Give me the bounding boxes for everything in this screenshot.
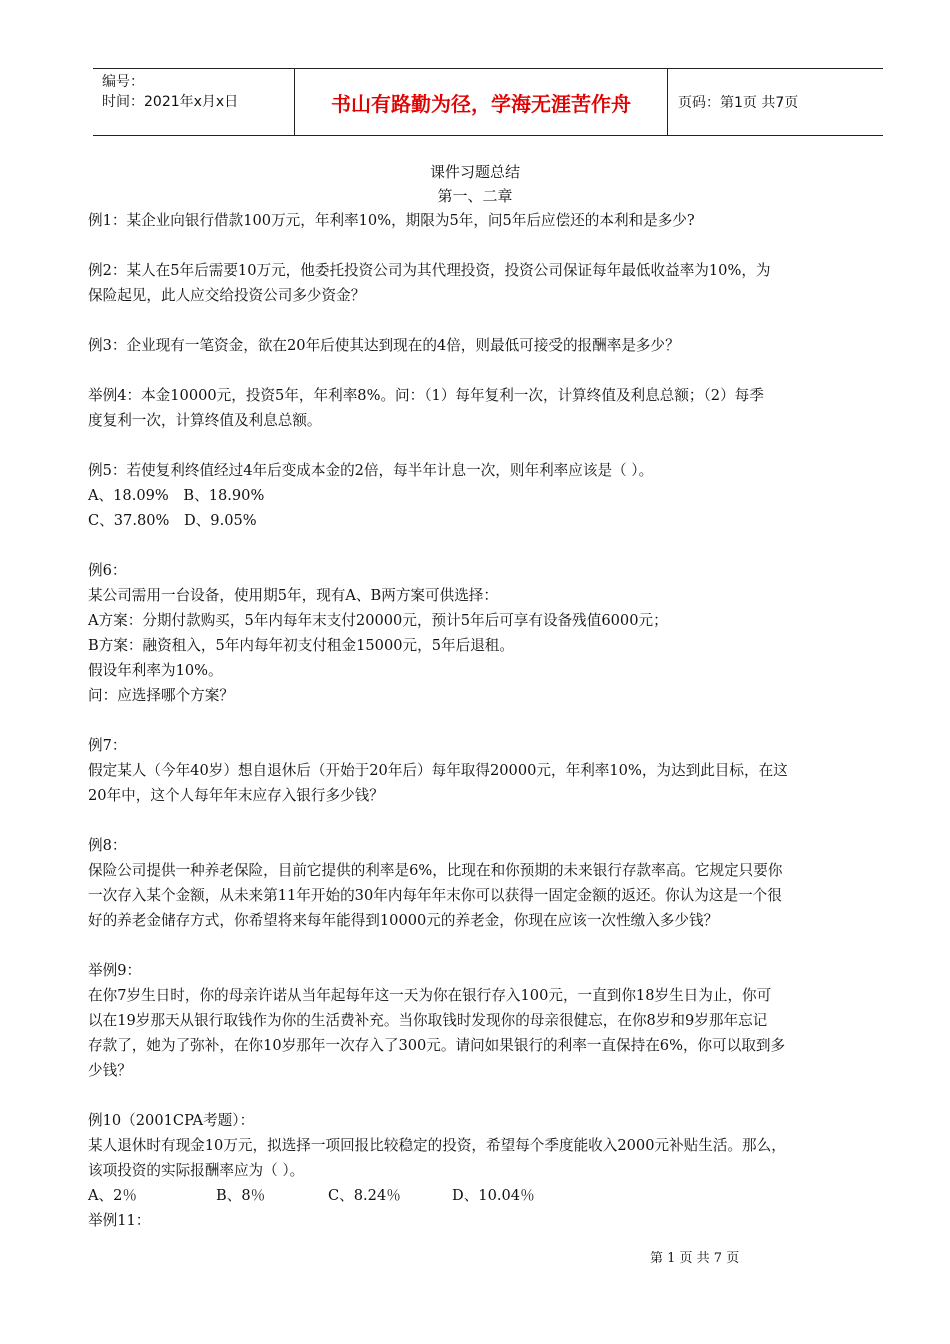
text-line: 假设年利率为10%。 [88,662,223,679]
choice-row [88,1183,892,1208]
document-title: 课件习题总结 [429,163,520,181]
text-line: 举例4：本金10000元，投资5年，年利率8%。问：（1）每年复利一次，计算终值及利息总额；（2）每季 [88,387,764,404]
text-line: 假定某人（今年40岁）想自退休后（开始于20年后）每年取得20000元，年利率10%，为达到此目标，在这 [88,762,788,779]
document-body [88,208,892,1233]
text-line: 例6： [88,562,127,579]
text-line: 某公司需用一台设备，使用期5年，现有A、B两方案可供选择： [88,587,498,604]
text-line: 例2：某人在5年后需要10万元，他委托投资公司为其代理投资，投资公司保证每年最低收益率为10%，为 [88,262,771,279]
document-titles [0,160,950,208]
text-line: 例7： [88,737,127,754]
text-line: 例1：某企业向银行借款100万元，年利率10%，期限为5年，问5年后应偿还的本利和是多少? [88,212,695,229]
text-line: 例8： [88,837,127,854]
text-line: 某人退休时有现金10万元，拟选择一项回报比较稳定的投资，希望每个季度能收入2000元补贴生活。那么， [88,1137,786,1154]
text-line: 举例9： [88,962,142,979]
text-line: C、37.80% D、9.05% [88,512,257,529]
page-header [93,68,883,136]
text-line: 20年中，这个人每年年末应存入银行多少钱？ [88,787,384,804]
text-line: B方案：融资租入，5年内每年初支付租金15000元，5年后退租。 [88,637,514,654]
text-line: 该项投资的实际报酬率应为（ ）。 [88,1162,305,1179]
text-line: A方案：分期付款购买，5年内每年末支付20000元，预计5年后可享有设备残值6000元； [88,612,668,629]
header-motto: 书山有路勤为径，学海无涯苦作舟 [294,69,668,135]
text-line: 存款了，她为了弥补，在你10岁那年一次存入了300元。请问如果银行的利率一直保持在6%，你可以取到多 [88,1037,786,1054]
text-line: 保险公司提供一种养老保险，目前它提供的利率是6%，比现在和你预期的未来银行存款率高。它规定只要你 [88,862,783,879]
text-line: 度复利一次，计算终值及利息总额。 [88,412,322,429]
number-label: 编号： [102,74,144,90]
text-line: 在你7岁生日时，你的母亲许诺从当年起每年这一天为你在银行存入100元，一直到你18岁生日为止，你可 [88,987,772,1004]
choice-a: A、2％ [88,1187,138,1204]
choice-b: B、8％ [216,1187,266,1204]
choice-d: D、10.04％ [452,1187,535,1204]
choice-c: C、8.24％ [328,1187,401,1204]
text-line: A、18.09% B、18.90% [88,487,265,504]
text-line: 少钱？ [88,1062,132,1079]
document-subtitle: 第一、二章 [437,187,513,205]
page-footer: 第 1 页 共 7 页 [650,1251,740,1266]
header-meta [93,69,294,135]
text-line: 举例11： [88,1212,151,1229]
text-line: 例3：企业现有一笔资金，欲在20年后使其达到现在的4倍，则最低可接受的报酬率是多少？ [88,337,680,354]
header-page-label: 页码：第1页 共7页 [678,95,799,111]
text-line: 例5：若使复利终值经过4年后变成本金的2倍，每半年计息一次，则年利率应该是（ ）。 [88,462,654,479]
text-line: 例10（2001CPA考题）： [88,1112,255,1129]
text-line: 保险起见，此人应交给投资公司多少资金？ [88,287,366,304]
text-line: 问：应选择哪个方案？ [88,687,234,704]
text-line: 好的养老金储存方式，你希望将来每年能得到10000元的养老金，你现在应该一次性缴入多少钱？ [88,912,719,929]
time-label: 时间：2021年x月x日 [102,94,239,110]
text-line: 以在19岁那天从银行取钱作为你的生活费补充。当你取钱时发现你的母亲很健忘，在你8岁和9岁那年忘记 [88,1012,768,1029]
text-line: 一次存入某个金额，从未来第11年开始的30年内每年年末你可以获得一固定金额的返还。你认为这是一个很 [88,887,782,904]
